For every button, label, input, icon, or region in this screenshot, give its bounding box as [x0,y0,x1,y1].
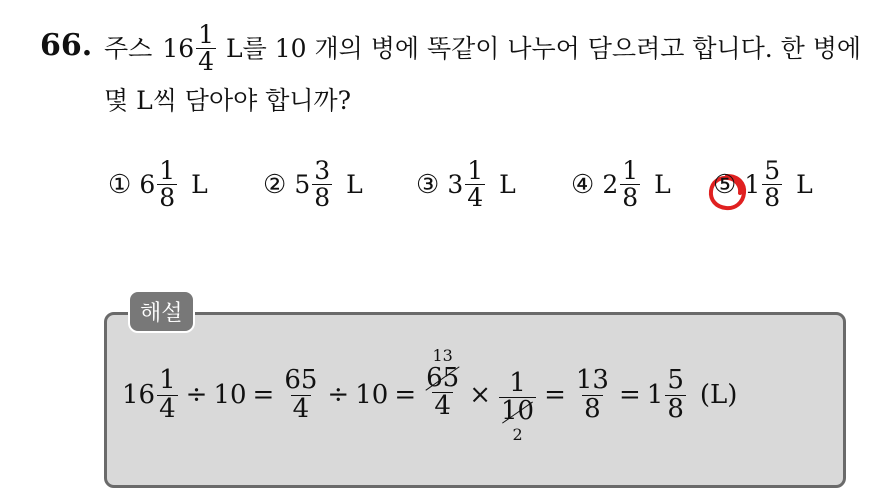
choice-mark: ④ [571,169,595,200]
choice-denominator: 8 [764,183,781,213]
question-number: 66. [40,28,93,63]
divide-sign: ÷ [327,380,350,410]
divide-sign: ÷ [185,380,208,410]
cancel-result-bottom: 2 [512,425,523,445]
choice-5[interactable] [713,158,813,212]
question-line-2: 몇 L씩 담아야 합니까? [104,86,352,115]
solution-equation [122,345,738,445]
equals-sign: = [544,380,566,410]
answer-denominator: 8 [667,393,684,424]
question-text-after: L를 10 개의 병에 똑같이 나누어 담으려고 합니다. 한 병에 [226,34,862,64]
choice-mark: ③ [416,169,440,200]
answer-fraction [665,367,686,423]
term3-numerator: 65 [426,362,460,393]
cancelled-fraction-a [422,346,463,421]
term5-numerator: 13 [575,365,609,396]
amount-denominator: 4 [198,47,215,77]
term4-denominator: 10 [501,396,535,426]
explanation-label: 해설 [128,290,195,333]
choice-unit: L [499,170,516,200]
answer-unit: (L) [699,380,738,410]
term2-denominator: 4 [292,393,310,424]
choice-denominator: 8 [314,183,331,213]
choice-whole: 5 [294,170,311,200]
choice-fraction [620,158,640,212]
choice-unit: L [796,170,813,200]
choice-numerator: 1 [159,156,176,185]
choice-4[interactable] [571,158,713,212]
choice-mark: ② [263,169,287,200]
choice-whole: 6 [139,170,156,200]
choice-whole: 1 [744,170,761,200]
choice-unit: L [191,170,208,200]
choice-fraction [157,158,177,212]
cancelled-fraction-b [497,367,538,445]
choice-2[interactable] [263,158,416,212]
choice-numerator: 3 [314,156,331,185]
choice-fraction [312,158,332,212]
equals-sign: = [394,380,417,410]
choice-unit: L [654,170,671,200]
term5-fraction [574,367,611,423]
choice-numerator: 1 [622,156,639,185]
choice-mark: ⑤ [713,169,737,200]
juice-amount [162,22,218,76]
amount-fraction [196,22,216,76]
term1-fraction [157,367,178,423]
answer-whole: 1 [646,380,664,410]
question-line-1 [104,22,861,76]
term2-numerator: 65 [284,365,318,396]
term3-denominator: 4 [434,391,451,421]
choice-3[interactable] [416,158,571,212]
term1-denominator: 4 [159,393,176,424]
equals-sign: = [252,380,275,410]
choice-denominator: 8 [622,183,639,213]
choices-row [108,158,813,212]
choice-denominator: 4 [467,183,484,213]
equals-sign: = [618,380,641,410]
choice-1[interactable] [108,158,263,212]
answer-numerator: 5 [667,365,684,396]
divisor: 10 [213,380,247,410]
cancel-result-top: 13 [432,345,453,365]
choice-numerator: 1 [467,156,484,185]
term1-whole: 16 [122,380,156,410]
term4-numerator: 1 [509,367,526,398]
choice-whole: 3 [447,170,464,200]
choice-whole: 2 [602,170,619,200]
term3-fraction [424,362,461,421]
amount-numerator: 1 [198,20,215,49]
choice-fraction [465,158,485,212]
amount-whole: 16 [162,34,195,64]
choice-unit: L [346,170,363,200]
term4-fraction [499,367,536,426]
term5-denominator: 8 [584,393,601,424]
term1-numerator: 1 [159,365,176,396]
choice-fraction [762,158,782,212]
term2-fraction [282,367,319,423]
choice-denominator: 8 [159,183,176,213]
question-text-before: 주스 [104,34,153,64]
divisor: 10 [355,380,389,410]
multiply-sign: × [469,380,491,410]
choice-mark: ① [108,169,132,200]
choice-numerator: 5 [764,156,781,185]
